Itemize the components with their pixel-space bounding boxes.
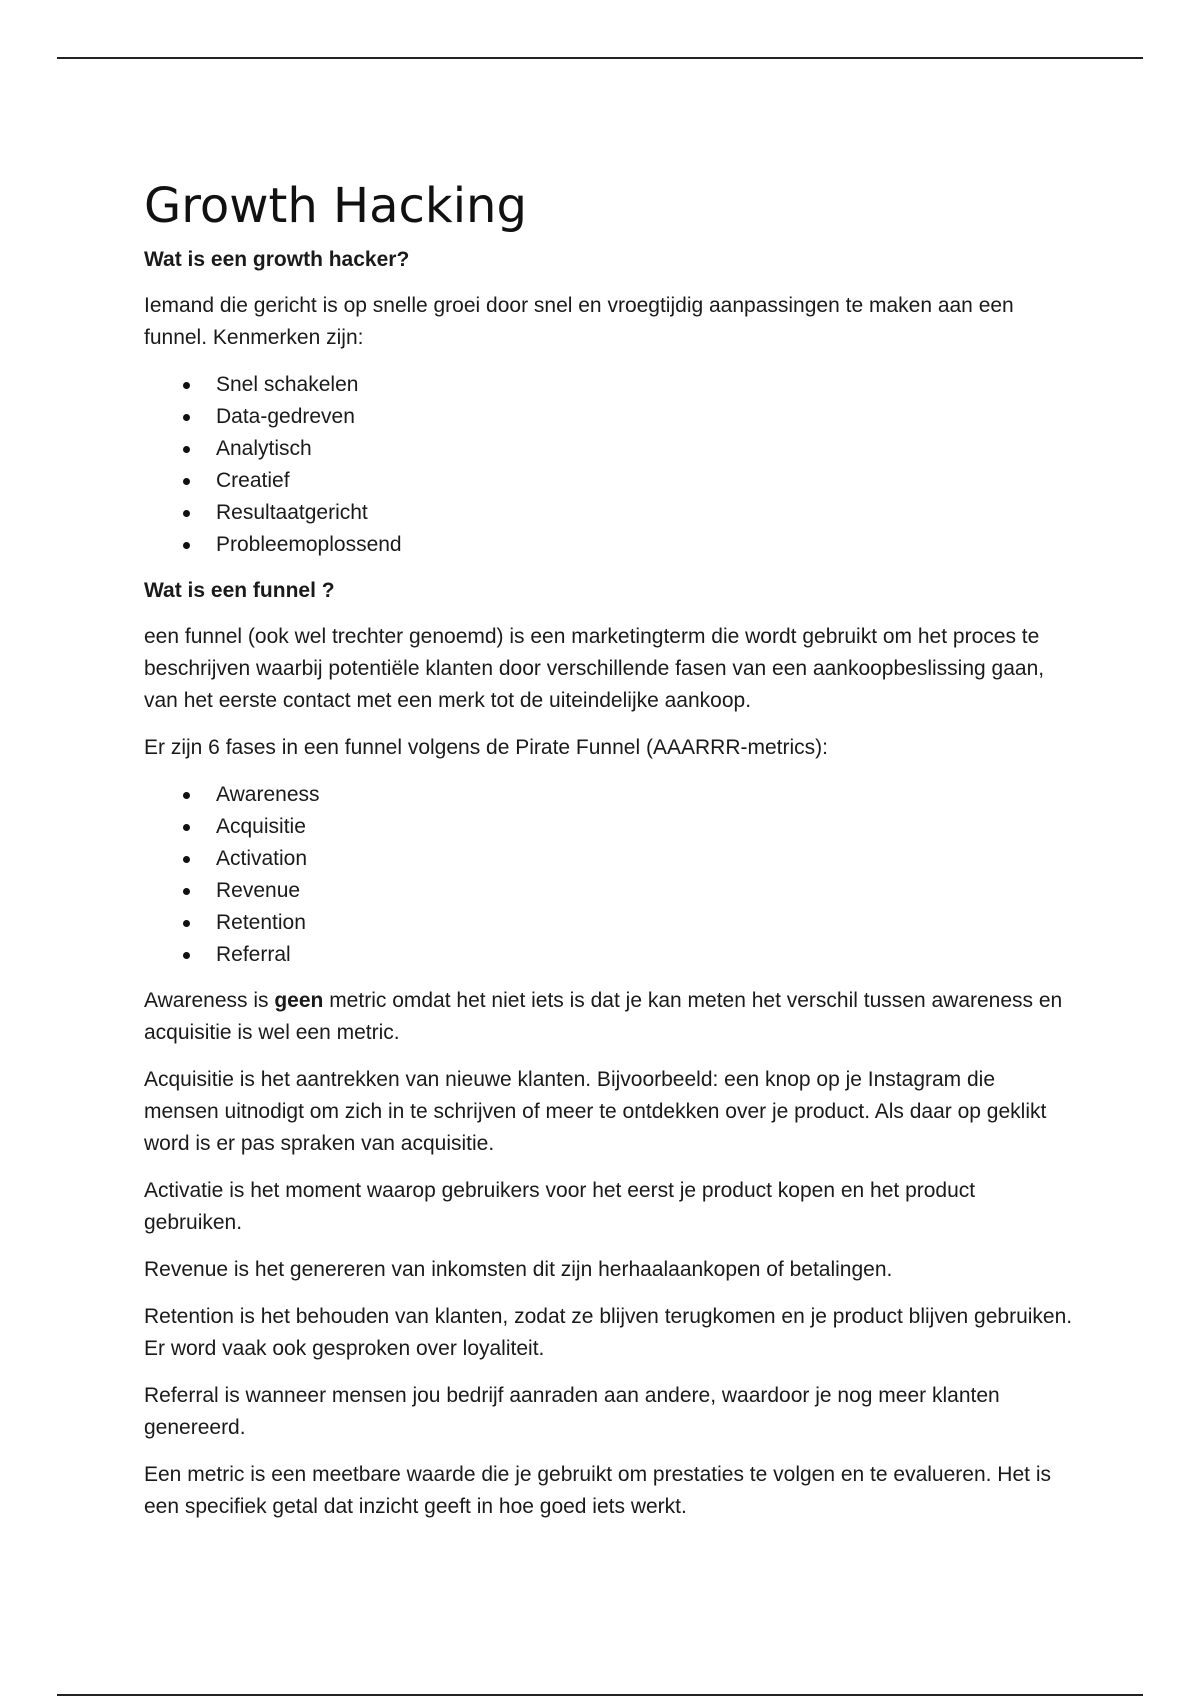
list-item (144, 433, 1074, 465)
acquisition-paragraph: Acquisitie is het aantrekken van nieuwe klanten. Bijvoorbeeld: een knop op je Instagram die mensen uitnodigt om zich in te schrijven of meer te ontdekken over je product. Als daar op geklikt word is er pas spraken van acquisitie. (144, 1068, 1047, 1155)
list-item-text: Data-gedreven (216, 405, 355, 428)
list-item (144, 465, 1074, 497)
traits-list (144, 369, 1074, 561)
phases-intro: Er zijn 6 fases in een funnel volgens de Pirate Funnel (AAARRR-metrics): (144, 736, 828, 759)
awareness-text-start: Awareness is (144, 989, 275, 1012)
list-item-text: Referral (216, 943, 291, 966)
list-item-text: Revenue (216, 879, 301, 902)
document-title: Growth Hacking (144, 178, 527, 234)
list-item (144, 401, 1074, 433)
list-item-text: Retention (216, 911, 306, 934)
phases-list (144, 779, 1074, 971)
list-item (144, 939, 1074, 971)
list-item-text: Probleemoplossend (216, 533, 402, 556)
document-body (144, 178, 1074, 1538)
awareness-emphasis: geen (274, 989, 324, 1012)
bullet-icon (183, 824, 190, 831)
header-rule (57, 57, 1143, 59)
growth-hacker-intro: Iemand die gericht is op snelle groei door snel en vroegtijdig aanpassingen te maken aan een funnel. Kenmerken zijn: (144, 294, 1014, 349)
list-item (144, 779, 1074, 811)
awareness-text-end: metric omdat het niet iets is dat je kan meten het verschil tussen awareness en acquisitie is wel een metric. (144, 989, 1063, 1044)
retention-paragraph: Retention is het behouden van klanten, zodat ze blijven terugkomen en je product blijven gebruiken. Er word vaak ook gesproken over loyaliteit. (144, 1305, 1073, 1360)
bullet-icon (183, 446, 190, 453)
list-item-text: Resultaatgericht (216, 501, 368, 524)
bullet-icon (183, 478, 190, 485)
bullet-icon (183, 382, 190, 389)
list-item (144, 875, 1074, 907)
list-item (144, 907, 1074, 939)
activation-paragraph: Activatie is het moment waarop gebruikers voor het eerst je product kopen en het product gebruiken. (144, 1179, 976, 1234)
list-item-text: Acquisitie (216, 815, 306, 838)
list-item-text: Creatief (216, 469, 290, 492)
referral-paragraph: Referral is wanneer mensen jou bedrijf aanraden aan andere, waardoor je nog meer klanten genereerd. (144, 1384, 1000, 1439)
list-item-text: Awareness (216, 783, 320, 806)
bullet-icon (183, 888, 190, 895)
list-item-text: Activation (216, 847, 308, 870)
funnel-definition: een funnel (ook wel trechter genoemd) is een marketingterm die wordt gebruikt om het proces te beschrijven waarbij potentiële klanten door verschillende fasen van een aankoopbeslissing gaan, van het eerste contact met een merk tot de uiteindelijke aankoop. (144, 625, 1045, 712)
list-item-text: Analytisch (216, 437, 312, 460)
list-item-text: Snel schakelen (216, 373, 359, 396)
bullet-icon (183, 414, 190, 421)
bullet-icon (183, 952, 190, 959)
awareness-paragraph (144, 985, 1074, 1049)
bullet-icon (183, 542, 190, 549)
metric-paragraph: Een metric is een meetbare waarde die je gebruikt om prestaties te volgen en te evalueren. Het is een specifiek getal dat inzicht geeft in hoe goed iets werkt. (144, 1463, 1051, 1518)
list-item (144, 529, 1074, 561)
bullet-icon (183, 792, 190, 799)
bullet-icon (183, 510, 190, 517)
list-item (144, 843, 1074, 875)
list-item (144, 811, 1074, 843)
list-item (144, 369, 1074, 401)
revenue-paragraph: Revenue is het genereren van inkomsten dit zijn herhaalaankopen of betalingen. (144, 1258, 893, 1281)
bullet-icon (183, 856, 190, 863)
footer-rule (57, 1694, 1143, 1696)
bullet-icon (183, 920, 190, 927)
list-item (144, 497, 1074, 529)
question-funnel: Wat is een funnel ? (144, 579, 335, 602)
question-growth-hacker: Wat is een growth hacker? (144, 248, 410, 271)
